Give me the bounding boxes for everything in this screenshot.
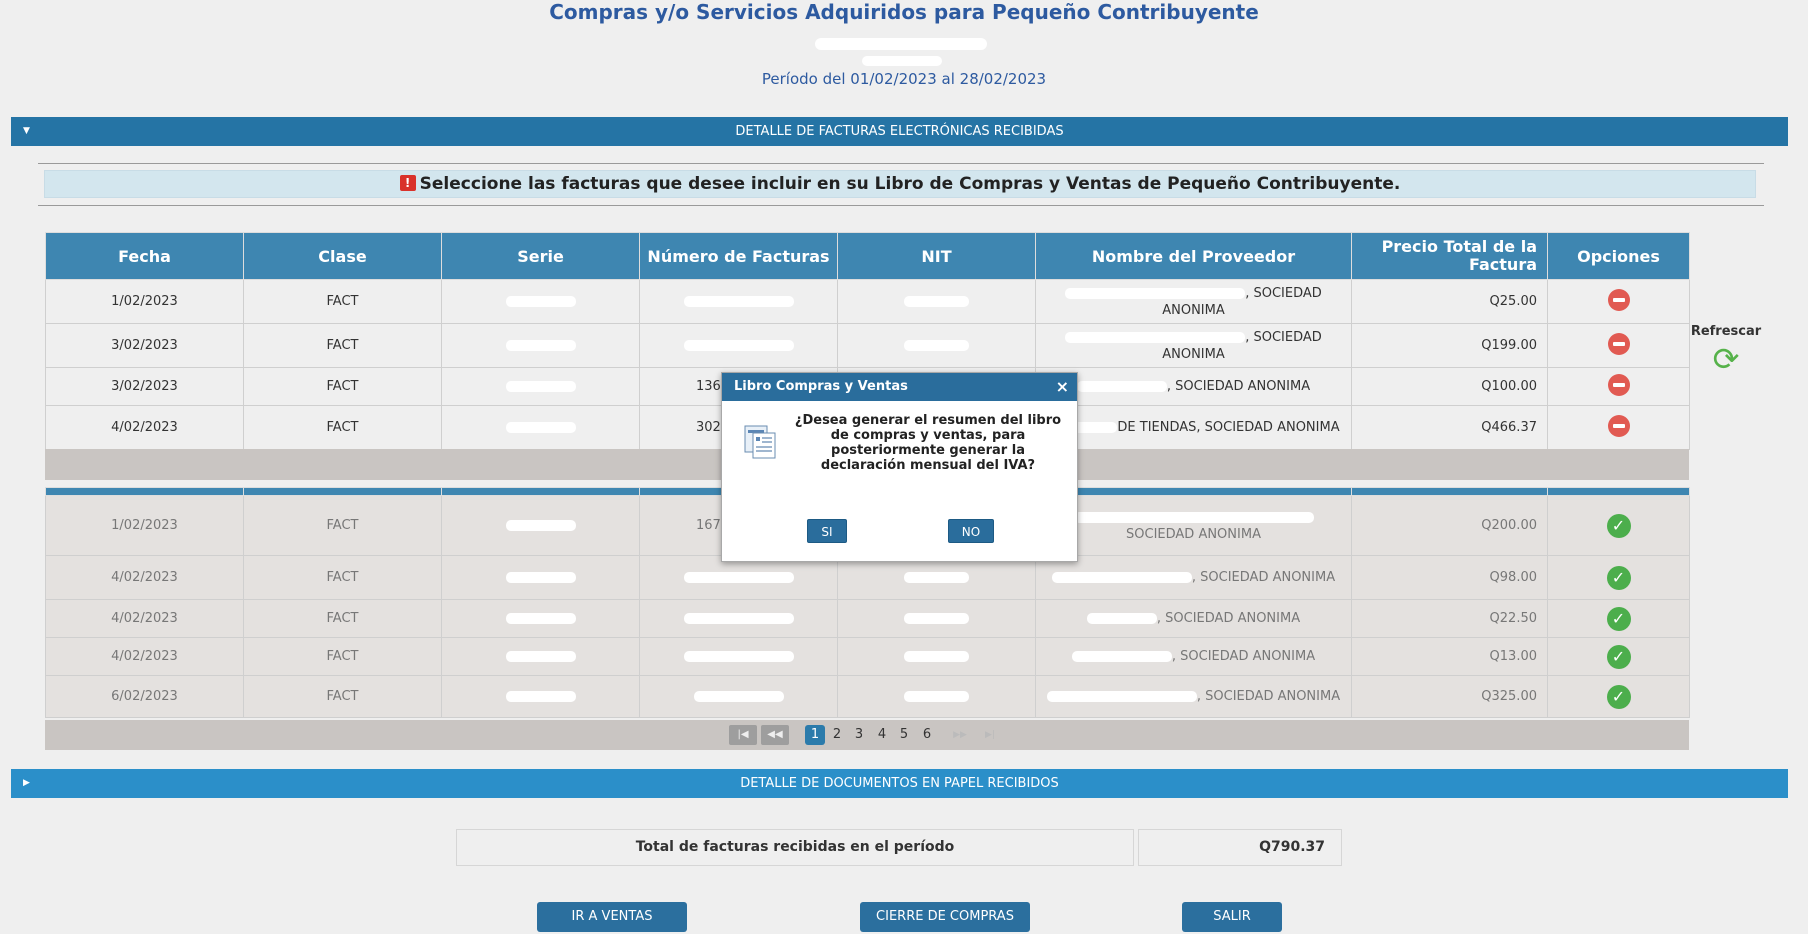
remove-icon[interactable]	[1608, 415, 1630, 437]
col-clase[interactable]: Clase	[244, 233, 442, 280]
cell-numero	[640, 676, 838, 718]
cell-proveedor: SOCIEDAD ANONIMA	[1036, 496, 1352, 556]
yes-button[interactable]: SI	[807, 519, 847, 543]
cell-clase: FACT	[244, 676, 442, 718]
check-icon[interactable]: ✓	[1607, 607, 1631, 631]
table-row[interactable]	[46, 556, 1690, 600]
warning-icon: !	[400, 175, 416, 191]
table-row[interactable]	[46, 324, 1690, 368]
cell-opciones	[1548, 324, 1690, 368]
table-row[interactable]	[46, 280, 1690, 324]
dialog-message: ¿Desea generar el resumen del libro de compras y ventas, para posteriormente generar la declaración mensual del IVA?	[794, 413, 1062, 473]
page-6[interactable]: 6	[922, 727, 932, 742]
cell-fecha: 4/02/2023	[46, 406, 244, 450]
page-1[interactable]: 1	[805, 725, 825, 745]
cell-numero: 167	[640, 496, 838, 556]
col-precio[interactable]: Precio Total de la Factura	[1352, 233, 1548, 280]
pagination	[45, 720, 1689, 750]
table-row[interactable]	[46, 676, 1690, 718]
total-value: Q790.37	[1138, 829, 1342, 866]
cell-opciones	[1548, 496, 1690, 556]
first-page-icon: |◀	[729, 725, 757, 745]
last-page-icon[interactable]: ▶|	[985, 730, 995, 740]
cell-proveedor: , SOCIEDAD ANONIMA	[1036, 638, 1352, 676]
cell-numero	[640, 556, 838, 600]
cell-precio: Q200.00	[1352, 496, 1548, 556]
page-5[interactable]: 5	[899, 727, 909, 742]
notice-banner	[44, 170, 1756, 198]
cell-serie	[442, 368, 640, 406]
period-label: Período del 01/02/2023 al 28/02/2023	[761, 70, 1047, 88]
redacted-taxpayer-nit	[862, 56, 942, 66]
section-electronic-invoices[interactable]	[11, 117, 1788, 146]
redacted-taxpayer-name	[815, 38, 987, 50]
header-strip	[442, 488, 640, 496]
cell-numero: 136	[640, 368, 838, 406]
cell-opciones	[1548, 676, 1690, 718]
page-title: Compras y/o Servicios Adquiridos para Pequeño Contribuyente	[549, 0, 1259, 24]
prev-page-icon: ◀◀	[761, 725, 789, 745]
exit-button[interactable]: SALIR	[1182, 902, 1282, 932]
cell-fecha: 3/02/2023	[46, 368, 244, 406]
cell-numero	[640, 600, 838, 638]
cell-opciones	[1548, 556, 1690, 600]
cell-clase: FACT	[244, 280, 442, 324]
collapse-arrow-icon: ▼	[23, 126, 30, 136]
cell-proveedor: , SOCIEDAD ANONIMA	[1036, 600, 1352, 638]
cell-clase: FACT	[244, 556, 442, 600]
header-strip	[1036, 488, 1352, 496]
document-icon	[744, 425, 778, 459]
cell-nit	[838, 676, 1036, 718]
divider	[38, 163, 1764, 164]
cell-clase: FACT	[244, 324, 442, 368]
cell-numero	[640, 324, 838, 368]
total-label: Total de facturas recibidas en el período	[456, 829, 1134, 866]
close-purchases-button[interactable]: CIERRE DE COMPRAS	[860, 902, 1030, 932]
check-icon[interactable]: ✓	[1607, 685, 1631, 709]
cell-fecha: 1/02/2023	[46, 280, 244, 324]
cell-fecha: 4/02/2023	[46, 600, 244, 638]
section-label: DETALLE DE DOCUMENTOS EN PAPEL RECIBIDOS	[740, 776, 1059, 791]
cell-precio: Q98.00	[1352, 556, 1548, 600]
cell-nit	[838, 324, 1036, 368]
next-page-icon[interactable]: ▶▶	[953, 730, 967, 740]
cell-serie	[442, 406, 640, 450]
cell-proveedor: , SOCIEDAD ANONIMA	[1036, 676, 1352, 718]
cell-numero	[640, 638, 838, 676]
page-3[interactable]: 3	[854, 727, 864, 742]
cell-clase: FACT	[244, 368, 442, 406]
cell-precio: Q25.00	[1352, 280, 1548, 324]
cell-opciones	[1548, 406, 1690, 450]
cell-serie	[442, 600, 640, 638]
close-icon[interactable]: ×	[1055, 377, 1069, 396]
cell-opciones	[1548, 368, 1690, 406]
cell-numero	[640, 280, 838, 324]
remove-icon[interactable]	[1608, 289, 1630, 311]
col-serie[interactable]: Serie	[442, 233, 640, 280]
go-to-sales-button[interactable]: IR A VENTAS	[537, 902, 687, 932]
cell-serie	[442, 496, 640, 556]
cell-proveedor: , SOCIEDAD ANONIMA	[1036, 368, 1352, 406]
check-icon[interactable]: ✓	[1607, 645, 1631, 669]
col-fecha[interactable]: Fecha	[46, 233, 244, 280]
cell-precio: Q199.00	[1352, 324, 1548, 368]
cell-serie	[442, 638, 640, 676]
no-button[interactable]: NO	[948, 519, 994, 543]
col-nit[interactable]: NIT	[838, 233, 1036, 280]
page-2[interactable]: 2	[832, 727, 842, 742]
cell-fecha: 4/02/2023	[46, 638, 244, 676]
check-icon[interactable]: ✓	[1607, 566, 1631, 590]
cell-opciones	[1548, 638, 1690, 676]
cell-fecha: 3/02/2023	[46, 324, 244, 368]
refresh-label: Refrescar	[1690, 324, 1762, 339]
confirm-dialog	[721, 372, 1078, 562]
cell-serie	[442, 676, 640, 718]
cell-proveedor: , SOCIEDAD ANONIMA	[1036, 280, 1352, 324]
cell-clase: FACT	[244, 496, 442, 556]
cell-opciones	[1548, 600, 1690, 638]
section-label: DETALLE DE FACTURAS ELECTRÓNICAS RECIBIDAS	[735, 124, 1064, 139]
cell-fecha: 4/02/2023	[46, 556, 244, 600]
header-strip	[1548, 488, 1690, 496]
cell-proveedor: , SOCIEDAD ANONIMA	[1036, 324, 1352, 368]
col-proveedor[interactable]: Nombre del Proveedor	[1036, 233, 1352, 280]
divider	[38, 205, 1764, 206]
table-row[interactable]	[46, 600, 1690, 638]
col-numero[interactable]: Número de Facturas	[640, 233, 838, 280]
cell-nit	[838, 600, 1036, 638]
cell-serie	[442, 556, 640, 600]
dialog-title: Libro Compras y Ventas	[734, 379, 908, 394]
cell-serie	[442, 280, 640, 324]
refresh-control[interactable]	[1690, 324, 1762, 379]
cell-serie	[442, 324, 640, 368]
notice-text: Seleccione las facturas que desee incluir en su Libro de Compras y Ventas de Pequeño Contribuyente.	[419, 174, 1401, 194]
section-paper-documents[interactable]	[11, 769, 1788, 798]
cell-fecha: 1/02/2023	[46, 496, 244, 556]
refresh-icon[interactable]: ⟳	[1712, 340, 1740, 378]
cell-clase: FACT	[244, 406, 442, 450]
dialog-title-bar	[722, 373, 1077, 401]
header-strip	[46, 488, 244, 496]
cell-precio: Q22.50	[1352, 600, 1548, 638]
cell-nit	[838, 280, 1036, 324]
cell-clase: FACT	[244, 638, 442, 676]
header-strip	[1352, 488, 1548, 496]
cell-numero: 302	[640, 406, 838, 450]
remove-icon[interactable]	[1608, 374, 1630, 396]
page-4[interactable]: 4	[877, 727, 887, 742]
table-row[interactable]	[46, 638, 1690, 676]
cell-proveedor: , SOCIEDAD ANONIMA	[1036, 556, 1352, 600]
cell-precio: Q100.00	[1352, 368, 1548, 406]
cell-opciones	[1548, 280, 1690, 324]
cell-proveedor: DE TIENDAS, SOCIEDAD ANONIMA	[1036, 406, 1352, 450]
cell-precio: Q325.00	[1352, 676, 1548, 718]
cell-clase: FACT	[244, 600, 442, 638]
cell-precio: Q466.37	[1352, 406, 1548, 450]
cell-nit	[838, 638, 1036, 676]
check-icon[interactable]: ✓	[1607, 514, 1631, 538]
col-opciones: Opciones	[1548, 233, 1690, 280]
cell-precio: Q13.00	[1352, 638, 1548, 676]
cell-fecha: 6/02/2023	[46, 676, 244, 718]
remove-icon[interactable]	[1608, 333, 1630, 355]
header-strip	[244, 488, 442, 496]
cell-nit	[838, 556, 1036, 600]
expand-arrow-icon: ▶	[23, 778, 30, 788]
